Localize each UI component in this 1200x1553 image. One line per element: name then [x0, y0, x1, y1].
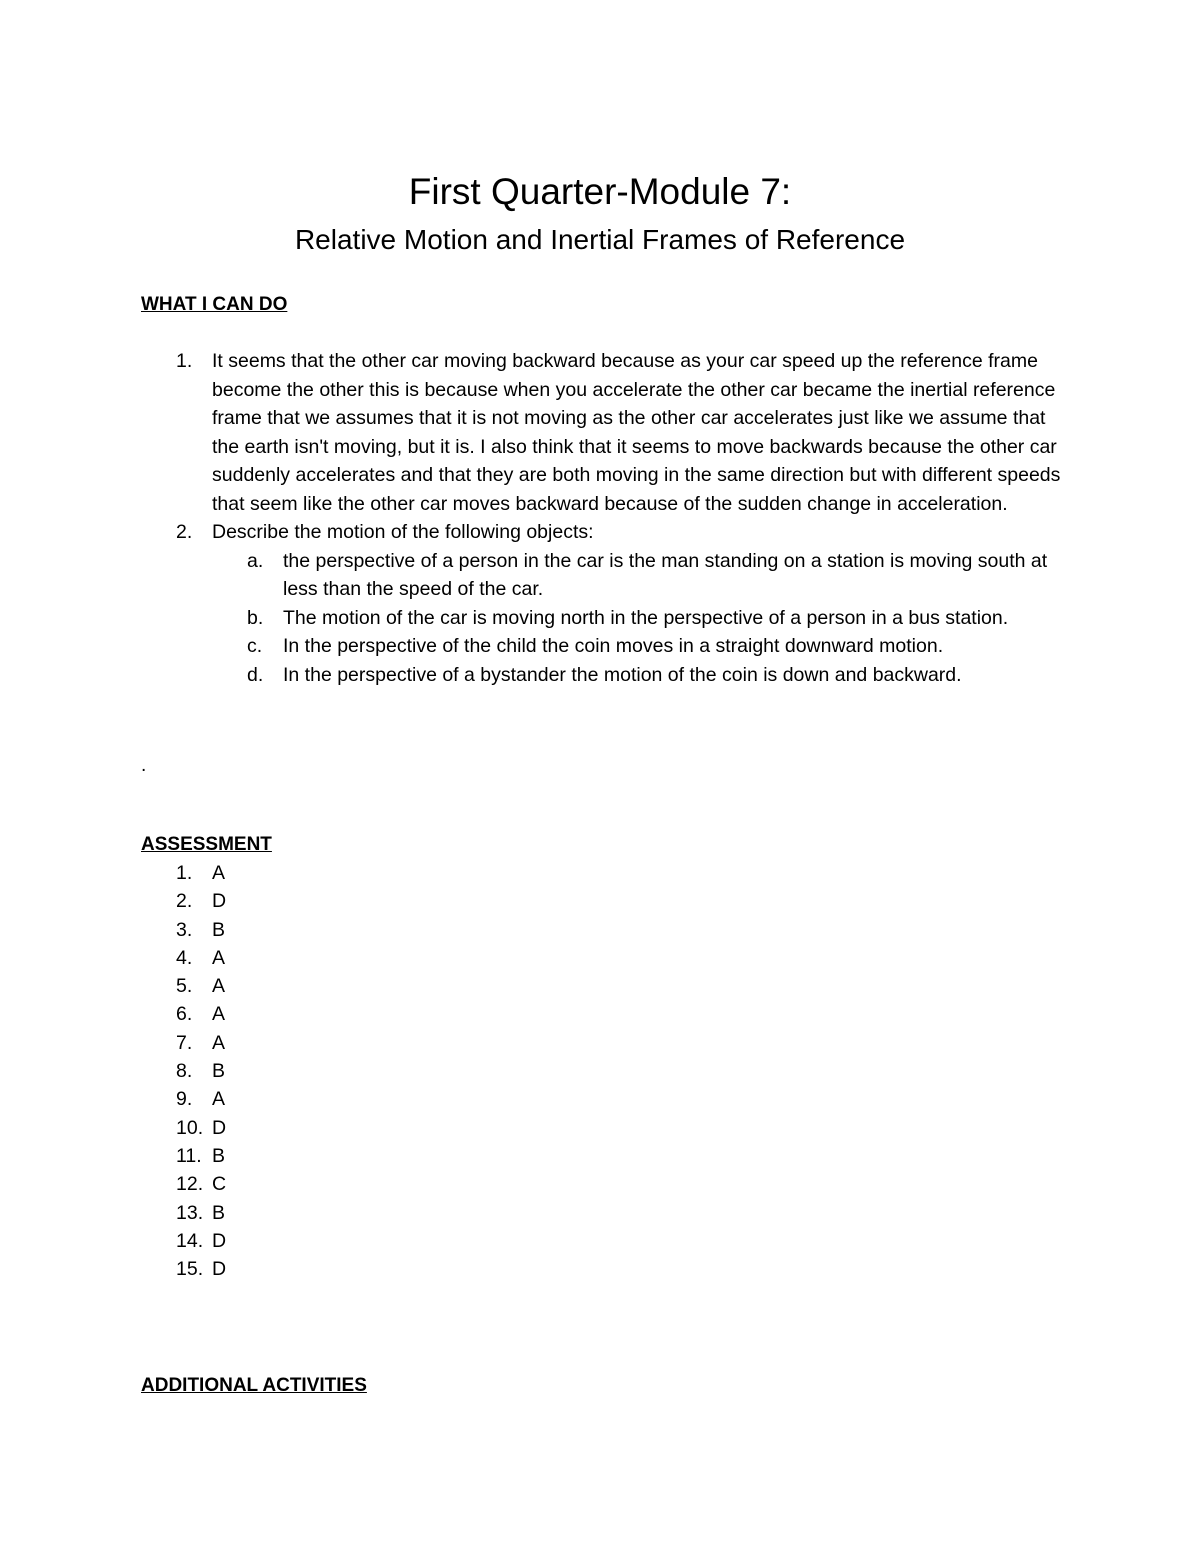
assessment-answer-row	[141, 944, 226, 972]
assessment-answer-row	[141, 1000, 226, 1028]
assessment-answer-row	[141, 972, 226, 1000]
list-item-text: It seems that the other car moving backward because as your car speed up the reference frame become the other this is because when you accelerate the other car became the inertial reference frame that we assumes that it is not moving as the other car accelerates just like we assume that the earth isn't moving, but it is. I also think that it seems to move backwards because the other car suddenly accelerates and that they are both moving in the same direction but with different speeds that seem like the other car moves backward because of the sudden change in acceleration.	[212, 350, 1061, 515]
assessment-answer-row	[141, 1114, 226, 1142]
answer-choice: B	[212, 1060, 226, 1083]
section-heading-additional-activities: ADDITIONAL ACTIVITIES	[141, 1375, 367, 1396]
assessment-answer-row	[141, 1085, 226, 1113]
answer-number: 6.	[176, 1003, 193, 1026]
answer-number: 14.	[176, 1229, 204, 1252]
page-subtitle: Relative Motion and Inertial Frames of Reference	[294, 224, 906, 255]
sub-list	[212, 547, 1071, 690]
assessment-answer-row	[141, 859, 226, 887]
answer-number: 13.	[176, 1201, 204, 1224]
answer-number: 12.	[176, 1173, 204, 1196]
assessment-answer-row	[141, 887, 226, 915]
sub-list-item	[212, 632, 1071, 661]
sub-list-item-letter: a.	[247, 549, 264, 572]
list-item	[141, 518, 1071, 689]
assessment-answer-row	[141, 916, 226, 944]
answer-number: 15.	[176, 1258, 204, 1281]
answer-number: 2.	[176, 890, 193, 913]
answer-number: 1.	[176, 862, 193, 884]
list-item-number: 1.	[176, 350, 193, 372]
sub-list-item-letter: b.	[247, 606, 264, 629]
assessment-answer-row	[141, 1227, 226, 1255]
sub-list-item-text: The motion of the car is moving north in the perspective of a person in a bus station.	[283, 606, 1009, 629]
section-heading-what-i-can-do: WHAT I CAN DO	[141, 294, 288, 315]
sub-list-item-letter: d.	[247, 663, 264, 686]
sub-list-item	[212, 547, 1071, 604]
list-item	[141, 347, 1071, 518]
answer-choice: C	[212, 1173, 227, 1196]
sub-list-item-text: In the perspective of a bystander the motion of the coin is down and backward.	[283, 663, 962, 686]
assessment-answer-row	[141, 1142, 226, 1170]
sub-list-item	[212, 661, 1071, 690]
answer-choice: A	[212, 975, 226, 998]
page-title: First Quarter-Module 7:	[408, 171, 792, 212]
answer-choice: B	[212, 918, 226, 941]
sub-list-item-text: the perspective of a person in the car is the man standing on a station is moving south at less than the speed of the car.	[283, 549, 1048, 600]
answer-number: 11.	[176, 1144, 202, 1167]
answer-number: 3.	[176, 918, 193, 941]
list-item-text: Describe the motion of the following objects:	[212, 521, 594, 543]
answer-choice: B	[212, 1144, 226, 1167]
sub-list-item-text: In the perspective of the child the coin moves in a straight downward motion.	[283, 635, 944, 657]
assessment-answer-row	[141, 1199, 226, 1227]
assessment-answer-row	[141, 1255, 226, 1283]
answer-number: 10.	[176, 1116, 204, 1139]
answer-choice: A	[212, 946, 226, 969]
answer-choice: B	[212, 1201, 226, 1224]
list-item-number: 2.	[176, 521, 193, 543]
answer-choice: A	[212, 1031, 226, 1054]
answer-number: 5.	[176, 975, 193, 998]
trailing-mark: .	[141, 755, 147, 776]
answer-choice: D	[212, 1116, 227, 1139]
answer-choice: A	[212, 862, 226, 884]
assessment-answer-row	[141, 1029, 226, 1057]
answer-number: 8.	[176, 1060, 193, 1083]
assessment-answer-row	[141, 1057, 226, 1085]
assessment-answer-list	[141, 859, 226, 1283]
answer-choice: A	[212, 1088, 226, 1111]
answer-choice: A	[212, 1003, 226, 1026]
answer-choice: D	[212, 1258, 227, 1281]
sub-list-item	[212, 604, 1071, 633]
section-heading-assessment: ASSESSMENT	[141, 834, 272, 855]
answer-number: 9.	[176, 1088, 193, 1111]
what-i-can-do-list	[141, 347, 1071, 689]
assessment-answer-row	[141, 1170, 226, 1198]
answer-choice: D	[212, 890, 227, 913]
answer-number: 4.	[176, 946, 193, 969]
answer-choice: D	[212, 1229, 227, 1252]
answer-number: 7.	[176, 1031, 193, 1054]
sub-list-item-letter: c.	[247, 635, 263, 657]
